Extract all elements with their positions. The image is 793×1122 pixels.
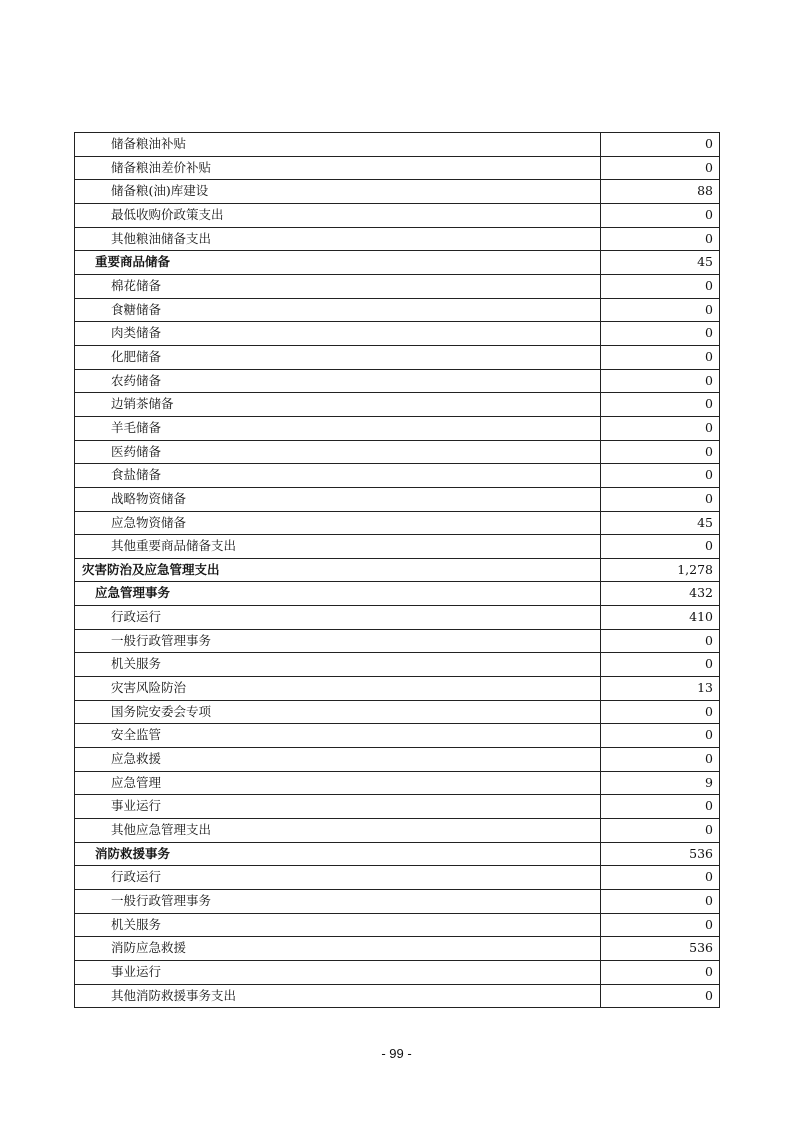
- row-value: 0: [601, 203, 720, 227]
- row-name: 国务院安委会专项: [75, 700, 601, 724]
- row-name: 其他消防救援事务支出: [75, 984, 601, 1008]
- budget-table-body: [75, 133, 720, 1008]
- table-row: [75, 606, 720, 630]
- table-row: [75, 511, 720, 535]
- table-row: [75, 345, 720, 369]
- row-name: 一般行政管理事务: [75, 629, 601, 653]
- table-row: [75, 416, 720, 440]
- row-name: 灾害风险防治: [75, 677, 601, 701]
- row-value: 0: [601, 416, 720, 440]
- row-value: 536: [601, 842, 720, 866]
- row-value: 0: [601, 890, 720, 914]
- row-name: 棉花储备: [75, 274, 601, 298]
- table-row: [75, 700, 720, 724]
- row-name: 战略物资储备: [75, 487, 601, 511]
- row-value: 0: [601, 322, 720, 346]
- table-row: [75, 156, 720, 180]
- row-name: 一般行政管理事务: [75, 890, 601, 914]
- row-name: 消防应急救援: [75, 937, 601, 961]
- row-name: 机关服务: [75, 653, 601, 677]
- table-row: [75, 535, 720, 559]
- table-row: [75, 227, 720, 251]
- table-row: [75, 677, 720, 701]
- row-name: 机关服务: [75, 913, 601, 937]
- table-row: [75, 440, 720, 464]
- row-name: 边销茶储备: [75, 393, 601, 417]
- table-row: [75, 724, 720, 748]
- row-name: 储备粮油补贴: [75, 133, 601, 157]
- row-name: 其他重要商品储备支出: [75, 535, 601, 559]
- row-name: 安全监管: [75, 724, 601, 748]
- row-name: 农药储备: [75, 369, 601, 393]
- table-row: [75, 464, 720, 488]
- row-name: 其他粮油储备支出: [75, 227, 601, 251]
- table-row: [75, 629, 720, 653]
- row-value: 0: [601, 819, 720, 843]
- row-value: 9: [601, 771, 720, 795]
- row-value: 0: [601, 345, 720, 369]
- row-name: 储备粮(油)库建设: [75, 180, 601, 204]
- row-value: 0: [601, 700, 720, 724]
- row-name: 行政运行: [75, 866, 601, 890]
- row-name: 食糖储备: [75, 298, 601, 322]
- row-name: 肉类储备: [75, 322, 601, 346]
- row-name: 储备粮油差价补贴: [75, 156, 601, 180]
- row-value: 0: [601, 133, 720, 157]
- row-name: 行政运行: [75, 606, 601, 630]
- row-name: 重要商品储备: [75, 251, 601, 275]
- row-value: 0: [601, 984, 720, 1008]
- table-row: [75, 393, 720, 417]
- row-name: 最低收购价政策支出: [75, 203, 601, 227]
- row-value: 45: [601, 511, 720, 535]
- row-value: 0: [601, 724, 720, 748]
- row-value: 0: [601, 866, 720, 890]
- row-value: 410: [601, 606, 720, 630]
- row-value: 432: [601, 582, 720, 606]
- row-name: 应急救援: [75, 748, 601, 772]
- row-value: 0: [601, 487, 720, 511]
- row-name: 消防救援事务: [75, 842, 601, 866]
- row-value: 0: [601, 748, 720, 772]
- table-row: [75, 274, 720, 298]
- row-value: 0: [601, 227, 720, 251]
- table-row: [75, 795, 720, 819]
- row-value: 0: [601, 913, 720, 937]
- row-value: 0: [601, 535, 720, 559]
- row-value: 0: [601, 960, 720, 984]
- table-row: [75, 890, 720, 914]
- row-name: 事业运行: [75, 795, 601, 819]
- row-value: 536: [601, 937, 720, 961]
- table-row: [75, 866, 720, 890]
- row-name: 事业运行: [75, 960, 601, 984]
- table-row: [75, 298, 720, 322]
- row-name: 应急管理事务: [75, 582, 601, 606]
- row-name: 食盐储备: [75, 464, 601, 488]
- row-value: 0: [601, 795, 720, 819]
- table-row: [75, 582, 720, 606]
- page-number: - 99 -: [381, 1046, 412, 1061]
- row-name: 灾害防治及应急管理支出: [75, 558, 601, 582]
- table-row: [75, 180, 720, 204]
- table-row: [75, 748, 720, 772]
- row-value: 13: [601, 677, 720, 701]
- row-value: 0: [601, 369, 720, 393]
- table-row: [75, 133, 720, 157]
- row-name: 其他应急管理支出: [75, 819, 601, 843]
- table-row: [75, 960, 720, 984]
- row-value: 45: [601, 251, 720, 275]
- table-row: [75, 558, 720, 582]
- row-name: 医药储备: [75, 440, 601, 464]
- table-row: [75, 653, 720, 677]
- row-name: 羊毛储备: [75, 416, 601, 440]
- table-row: [75, 771, 720, 795]
- row-value: 0: [601, 274, 720, 298]
- row-value: 0: [601, 440, 720, 464]
- row-name: 化肥储备: [75, 345, 601, 369]
- table-row: [75, 369, 720, 393]
- row-value: 88: [601, 180, 720, 204]
- row-value: 0: [601, 653, 720, 677]
- row-value: 0: [601, 298, 720, 322]
- table-row: [75, 937, 720, 961]
- row-name: 应急管理: [75, 771, 601, 795]
- table-row: [75, 203, 720, 227]
- table-row: [75, 819, 720, 843]
- table-row: [75, 842, 720, 866]
- row-value: 0: [601, 393, 720, 417]
- row-value: 0: [601, 464, 720, 488]
- table-row: [75, 251, 720, 275]
- row-value: 0: [601, 156, 720, 180]
- table-row: [75, 984, 720, 1008]
- table-row: [75, 487, 720, 511]
- budget-table: [74, 132, 720, 1008]
- table-row: [75, 322, 720, 346]
- row-value: 1,278: [601, 558, 720, 582]
- row-name: 应急物资储备: [75, 511, 601, 535]
- row-value: 0: [601, 629, 720, 653]
- table-row: [75, 913, 720, 937]
